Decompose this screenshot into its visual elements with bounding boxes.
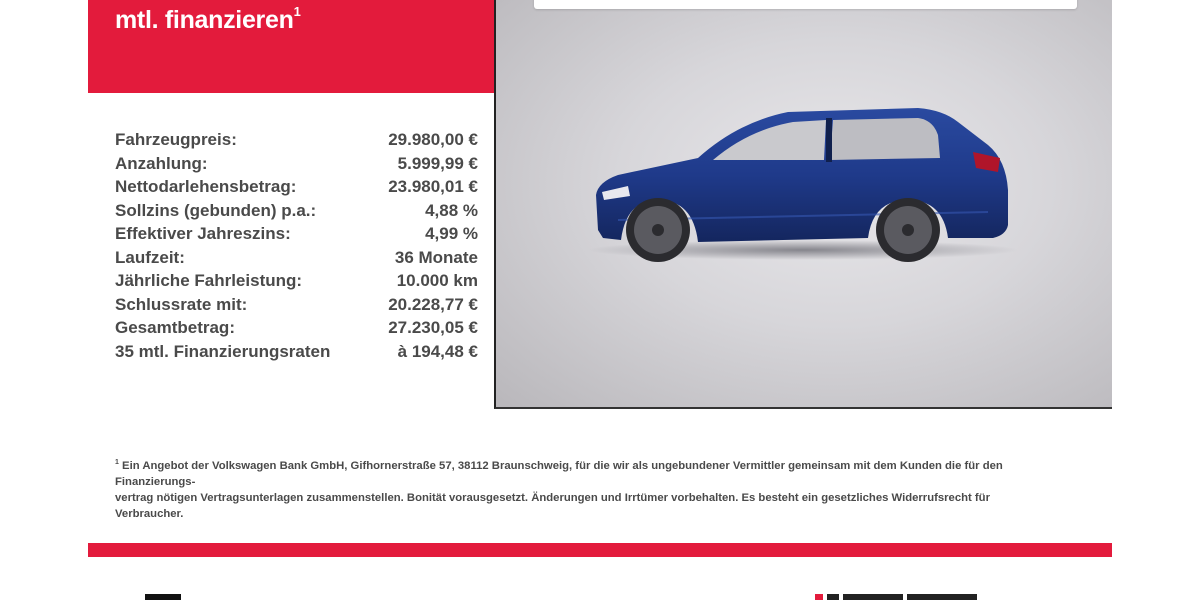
spec-value: 4,88 %: [425, 200, 478, 220]
spec-value: à 194,48 €: [397, 341, 478, 361]
spec-label: Fahrzeugpreis:: [115, 130, 237, 149]
spec-label: Effektiver Jahreszins:: [115, 224, 291, 243]
spec-row: [115, 316, 478, 340]
spec-row: [115, 152, 478, 176]
spec-value: 10.000 km: [396, 271, 478, 290]
spec-value: 29.980,00 €: [388, 130, 478, 149]
offer-title-text: mtl. finanzieren: [115, 6, 294, 34]
car-image-panel: [494, 0, 1112, 409]
spec-value: 27.230,05 €: [388, 318, 478, 337]
spec-label: Gesamtbetrag:: [115, 318, 235, 337]
logo-segment: [827, 594, 839, 600]
spec-label: Laufzeit:: [115, 247, 185, 267]
car-image: [588, 100, 1018, 270]
spec-row: [115, 199, 478, 223]
spec-value: 23.980,01 €: [388, 177, 478, 196]
spec-label: Anzahlung:: [115, 153, 208, 173]
image-caption-bar: [534, 0, 1077, 9]
logo-mark: [815, 594, 823, 600]
spec-row: [115, 128, 478, 152]
legal-footnote: [115, 455, 1035, 522]
offer-title: [115, 3, 301, 35]
logo-segment: [843, 594, 903, 600]
spec-value: 20.228,77 €: [388, 294, 478, 314]
spec-row: [115, 269, 478, 293]
logo-segment: [907, 594, 977, 600]
spec-label: Schlussrate mit:: [115, 294, 248, 314]
footnote-text-1: Ein Angebot der Volkswagen Bank GmbH, Gifhornerstraße 57, 38112 Braunschweig, für die wir als ungebundener Vermittler gemeinsam mit dem Kunden die für den Finanzierungs-: [115, 459, 1003, 488]
footnote-marker: 1: [293, 3, 301, 19]
offer-header: [88, 0, 494, 93]
footnote-line-1: [115, 455, 1035, 490]
spec-label: Nettodarlehensbetrag:: [115, 177, 297, 196]
spec-value: 5.999,99 €: [397, 153, 478, 173]
spec-row: [115, 246, 478, 270]
spec-value: 4,99 %: [425, 224, 478, 243]
spec-label: 35 mtl. Finanzierungsraten: [115, 341, 331, 361]
spec-row: [115, 293, 478, 317]
spec-row: [115, 175, 478, 199]
spec-row: [115, 340, 478, 364]
spec-value: 36 Monate: [394, 247, 478, 267]
spec-row: [115, 222, 478, 246]
spec-label: Jährliche Fahrleistung:: [115, 271, 303, 290]
dealer-logo-left: [145, 594, 181, 600]
divider-bar: [88, 543, 1112, 557]
footnote-marker: 1: [115, 459, 119, 466]
spec-label: Sollzins (gebunden) p.a.:: [115, 200, 317, 220]
footnote-line-2: vertrag nötigen Vertragsunterlagen zusammenstellen. Bonität vorausgesetzt. Änderungen und Irrtümer vorbehalten. Es besteht ein gesetzliches Widerrufsrecht für Verbraucher.: [115, 491, 990, 520]
brand-logo-right: [815, 594, 985, 600]
financing-specs-table: [115, 128, 478, 363]
